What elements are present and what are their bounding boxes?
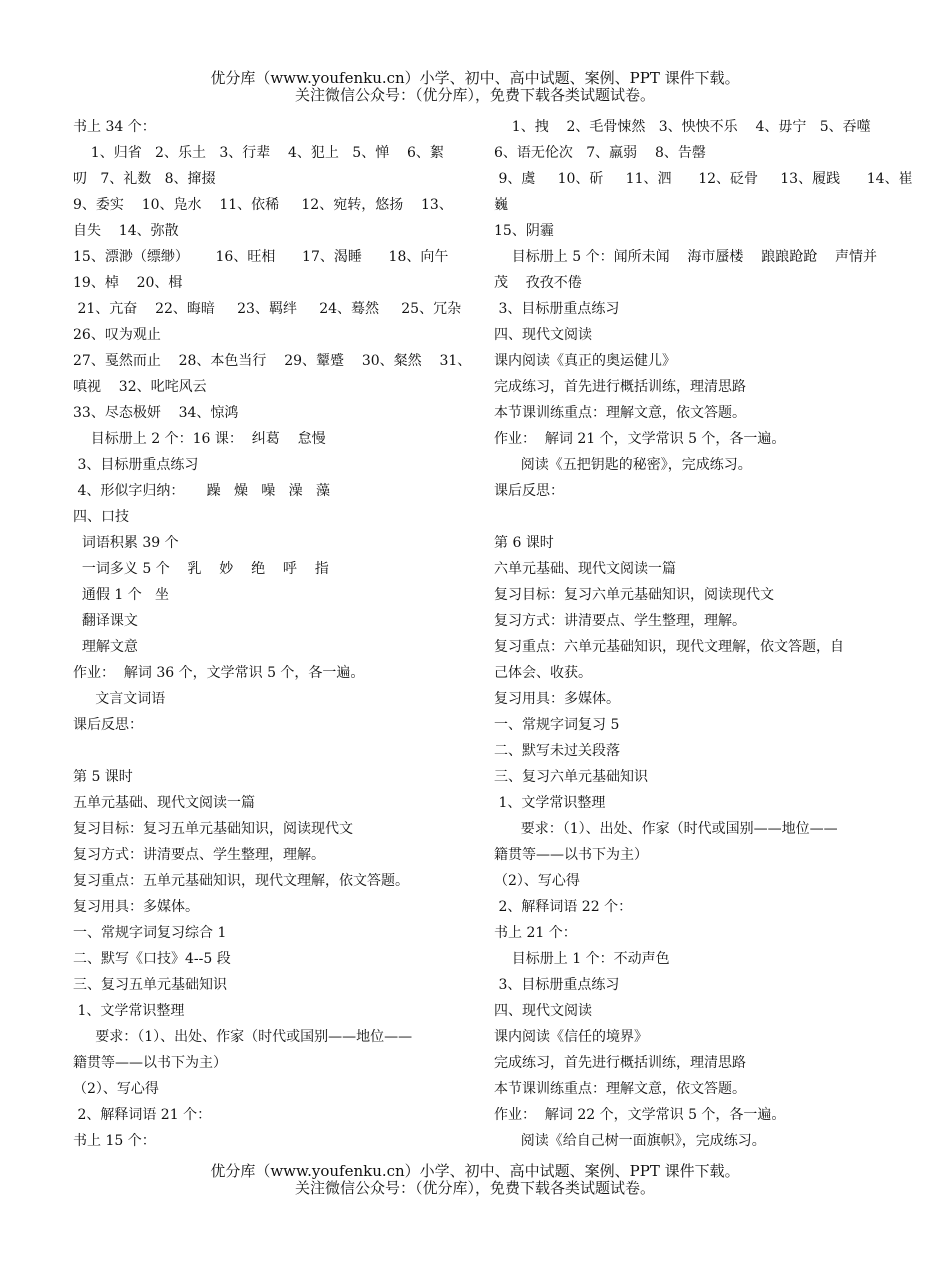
- text-line: 一、常规字词复习 5: [494, 717, 620, 733]
- text-line: 四、现代文阅读: [494, 327, 592, 343]
- text-line: 四、现代文阅读: [494, 1003, 592, 1019]
- text-line: 要求：（1）、出处、作家（时代或国别——地位——: [494, 821, 838, 837]
- header-line-2: 关注微信公众号：（优分库），免费下载各类试题试卷。: [294, 86, 655, 104]
- text-line: 目标册上 2 个：16 课： 纠葛 怠慢: [73, 431, 326, 447]
- text-line: 二、默写《口技》4--5 段: [73, 951, 231, 967]
- text-line: 三、复习六单元基础知识: [494, 769, 648, 785]
- text-line: 33、尽态极妍 34、惊鸿: [73, 405, 239, 421]
- text-line: 二、默写未过关段落: [494, 743, 620, 759]
- text-line: 书上 21 个：: [494, 925, 577, 941]
- text-line: 9、委实 10、凫水 11、依稀 12、宛转，悠扬 13、: [73, 197, 453, 213]
- text-line: 1、归省 2、乐土 3、行辈 4、犯上 5、惮 6、絮: [73, 145, 444, 161]
- text-line: 自失 14、弥散: [73, 223, 179, 239]
- text-line: 课后反思：: [73, 717, 143, 733]
- text-line: 书上 34 个：: [73, 119, 156, 135]
- text-line: 课内阅读《真正的奥运健儿》: [494, 353, 676, 369]
- text-line: 复习方式：讲清要点、学生整理，理解。: [73, 847, 325, 863]
- text-line: 1、文学常识整理: [73, 1003, 185, 1019]
- right-column: [494, 114, 913, 1154]
- text-line: 复习重点：五单元基础知识，现代文理解，依文答题。: [73, 873, 409, 889]
- text-line: 15、漂渺（缥缈） 16、旺相 17、渴睡 18、向午: [73, 249, 449, 265]
- text-line: [494, 504, 884, 530]
- text-line: 文言文词语: [73, 691, 166, 707]
- text-line: 作业： 解词 36 个，文学常识 5 个，各一遍。: [73, 665, 365, 681]
- text-line: 复习用具：多媒体。: [73, 899, 199, 915]
- footer-line-2: 关注微信公众号：（优分库），免费下载各类试题试卷。: [294, 1179, 655, 1197]
- text-line: 复习方式：讲清要点、学生整理，理解。: [494, 613, 746, 629]
- text-line: 1、文学常识整理: [494, 795, 606, 811]
- text-line: 复习目标：复习五单元基础知识，阅读现代文: [73, 821, 353, 837]
- text-line: 巍: [494, 197, 508, 213]
- text-line: （2）、写心得: [73, 1081, 159, 1097]
- text-line: 通假 1 个 坐: [73, 587, 170, 603]
- left-column: [73, 114, 472, 1154]
- text-line: 目标册上 1 个：不动声色: [494, 951, 670, 967]
- text-line: 目标册上 5 个：闻所未闻 海市蜃楼 踉踉跄跄 声情并: [494, 249, 878, 265]
- text-line: 4、形似字归纳： 躁 燥 噪 澡 藻: [73, 483, 331, 499]
- text-line: 19、棹 20、楫: [73, 275, 183, 291]
- text-line: 作业： 解词 22 个，文学常识 5 个，各一遍。: [494, 1107, 786, 1123]
- text-line: 1、拽 2、毛骨悚然 3、怏怏不乐 4、毋宁 5、吞噬: [494, 119, 871, 135]
- text-line: 六单元基础、现代文阅读一篇: [494, 561, 676, 577]
- text-line: 作业： 解词 21 个，文学常识 5 个，各一遍。: [494, 431, 786, 447]
- text-line: 叨 7、礼数 8、撺掇: [73, 171, 216, 187]
- text-line: 2、解释词语 22 个：: [494, 899, 633, 915]
- text-line: 6、语无伦次 7、羸弱 8、告罄: [494, 145, 706, 161]
- text-line: 复习重点：六单元基础知识，现代文理解，依文答题，自: [494, 639, 844, 655]
- text-line: 9、虞 10、斫 11、泗 12、砭骨 13、履践 14、崔: [494, 171, 913, 187]
- text-line: 嗔视 32、叱咤风云: [73, 379, 207, 395]
- text-line: 复习目标：复习六单元基础知识，阅读现代文: [494, 587, 774, 603]
- text-line: 阅读《给自己树一面旗帜》，完成练习。: [494, 1133, 766, 1149]
- text-line: 籍贯等——以书下为主）: [494, 847, 648, 863]
- text-line: 一、常规字词复习综合 1: [73, 925, 227, 941]
- text-line: 本节课训练重点：理解文意，依文答题。: [494, 1081, 746, 1097]
- text-line: 第 5 课时: [73, 769, 133, 785]
- text-line: 课后反思：: [494, 483, 564, 499]
- text-line: 课内阅读《信任的境界》: [494, 1029, 648, 1045]
- text-line: 第 6 课时: [494, 535, 554, 551]
- text-line: 要求：（1）、出处、作家（时代或国别——地位——: [73, 1029, 413, 1045]
- text-line: 完成练习，首先进行概括训练，理清思路: [494, 379, 746, 395]
- page-header: [0, 70, 950, 104]
- text-line: 本节课训练重点：理解文意，依文答题。: [494, 405, 746, 421]
- header-line-1: 优分库（www.youfenku.cn）小学、初中、高中试题、案例、PPT 课件下载。: [210, 69, 740, 87]
- text-line: 3、目标册重点练习: [494, 977, 620, 993]
- text-line: 五单元基础、现代文阅读一篇: [73, 795, 255, 811]
- text-line: 理解文意: [73, 639, 138, 655]
- text-line: 15、阴霾: [494, 223, 554, 239]
- text-line: [73, 738, 463, 764]
- text-line: 2、解释词语 21 个：: [73, 1107, 212, 1123]
- text-line: 3、目标册重点练习: [494, 301, 620, 317]
- text-line: 词语积累 39 个: [73, 535, 179, 551]
- text-line: 书上 15 个：: [73, 1133, 156, 1149]
- text-line: （2）、写心得: [494, 873, 580, 889]
- page-footer: [0, 1163, 950, 1197]
- text-line: 复习用具：多媒体。: [494, 691, 620, 707]
- text-line: 3、目标册重点练习: [73, 457, 199, 473]
- text-line: 阅读《五把钥匙的秘密》，完成练习。: [494, 457, 752, 473]
- text-line: 籍贯等——以书下为主）: [73, 1055, 227, 1071]
- text-line: 21、亢奋 22、晦暗 23、羁绊 24、蓦然 25、冗杂: [73, 301, 462, 317]
- text-line: 茂 孜孜不倦: [494, 275, 582, 291]
- text-line: 己体会、收获。: [494, 665, 592, 681]
- text-line: 一词多义 5 个 乳 妙 绝 呼 指: [73, 561, 329, 577]
- text-line: 26、叹为观止: [73, 327, 161, 343]
- text-line: 四、口技: [73, 509, 129, 525]
- footer-line-1: 优分库（www.youfenku.cn）小学、初中、高中试题、案例、PPT 课件下载。: [210, 1162, 740, 1180]
- text-line: 完成练习，首先进行概括训练，理清思路: [494, 1055, 746, 1071]
- text-line: 27、戛然而止 28、本色当行 29、颦蹙 30、粲然 31、: [73, 353, 472, 369]
- text-line: 三、复习五单元基础知识: [73, 977, 227, 993]
- text-line: 翻译课文: [73, 613, 138, 629]
